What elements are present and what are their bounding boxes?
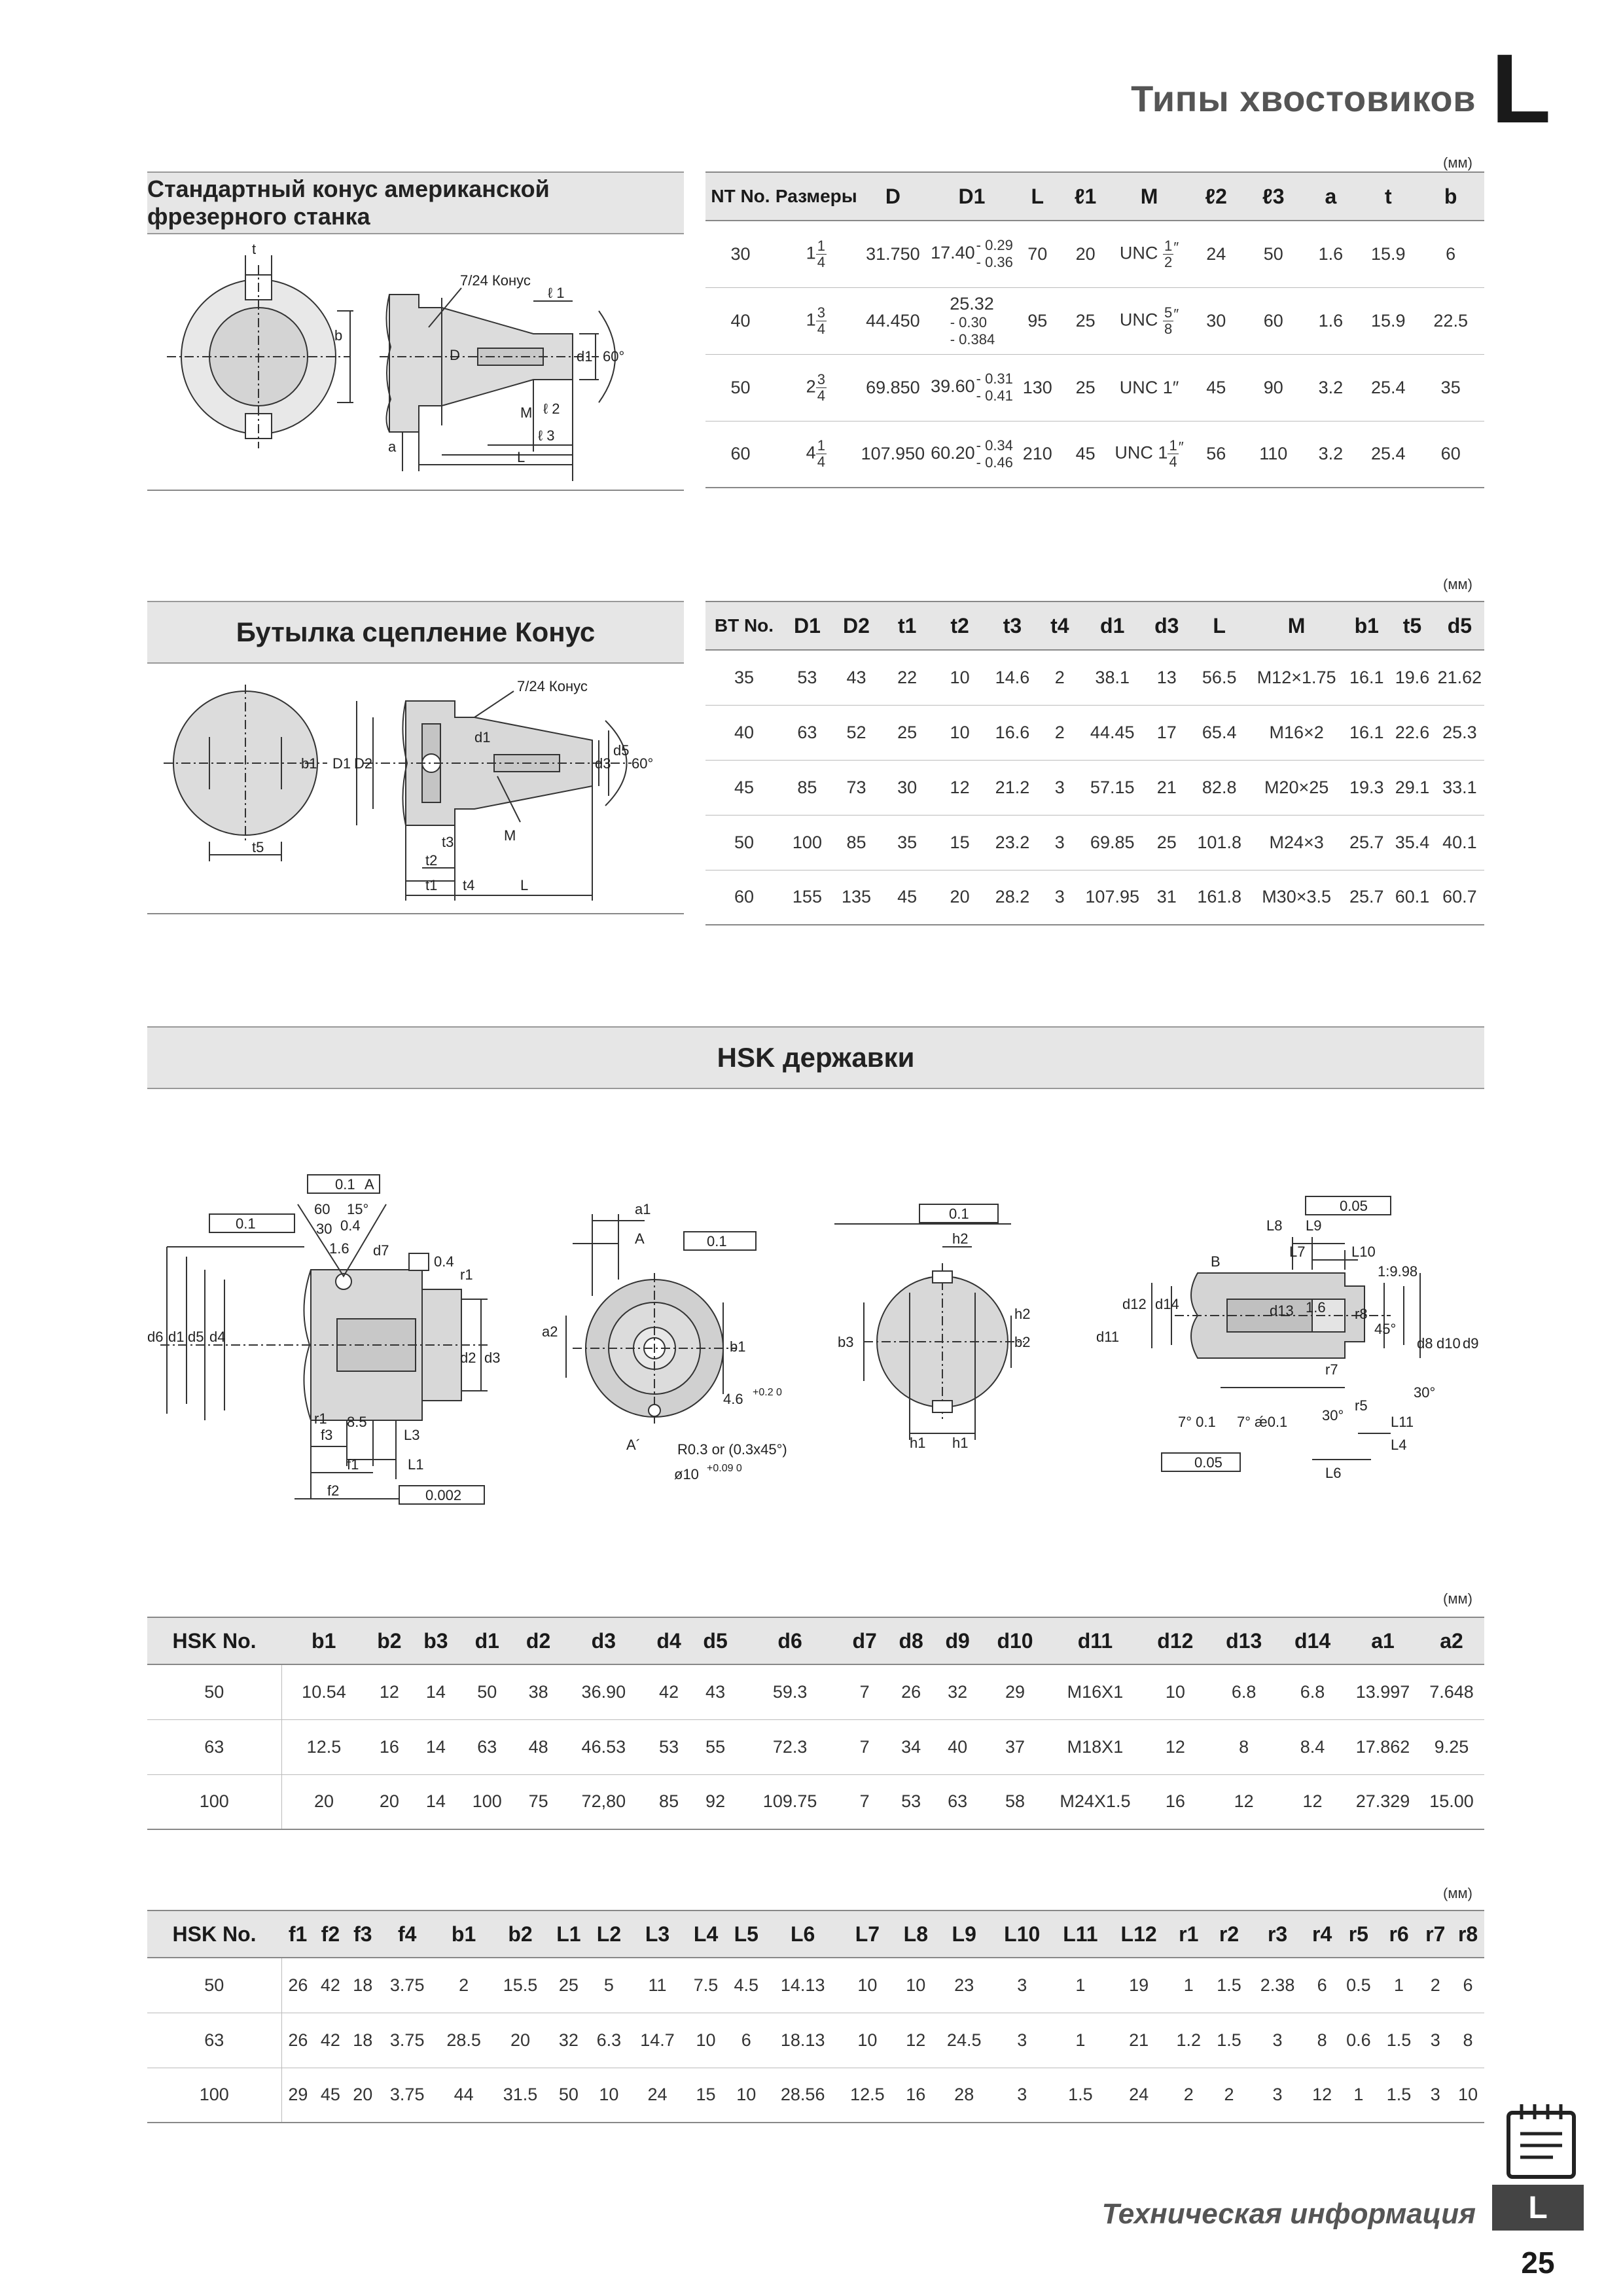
table-row: 100 29 45 20 3.75 44 31.5 50 10 24 15 10 28.56 12.5 16 28 3 1.5 24 2 2 3 12 1 1.5 3 10 [147, 2068, 1484, 2123]
hsk-label-B: B [1211, 1253, 1221, 1270]
hsk1-th-no: HSK No. [147, 1617, 281, 1664]
hsk-label-L7: L7 [1289, 1244, 1306, 1260]
bt-label-t1: t1 [425, 877, 438, 893]
nt-th-b: b [1417, 172, 1484, 221]
bt-label-d5: d5 [613, 742, 630, 759]
hsk-label-L4: L4 [1391, 1437, 1407, 1453]
hsk-label-r8: r8 [1355, 1306, 1368, 1322]
hsk-label-L1: L1 [408, 1456, 424, 1473]
table-row: 60 155 135 45 20 28.2 3 107.95 31 161.8 M30×3.5 25.7 60.1 60.7 [705, 870, 1484, 925]
nt-label-l3: ℓ 3 [538, 427, 555, 444]
hsk-label-d9: d9 [1463, 1335, 1479, 1352]
bt-table [705, 601, 1484, 925]
hsk-label-d13: d13 [1270, 1302, 1294, 1319]
hsk-label-60: 60 [314, 1201, 330, 1217]
hsk-label-L3: L3 [404, 1427, 420, 1443]
bt-label-D2: D2 [354, 755, 373, 772]
hsk-label-b2: b2 [1014, 1334, 1031, 1350]
hsk-table-2: HSK No. f1 f2 f3 f4 b1 b2 L1 L2 L3 L4 L5 L6 L7 L8 L9 L10 L11 L12 r1 r2 r3 r4 r5 r6 r7 r8 50 26 42 18 3.75 2 15.5 25 5 11 7.5 4.5 14.13 10 10 23 3 1 19 1 1.5 2.38 6 0.5 1 2 6 63 26 42 18 3.75 28.5 20 32 6.3 14.7 10 6 18.13 10 12 24.5 3 1 21 1.2 1.5 3 8 0.6 1.5 3 8 100 29 45 20 3.75 44 31.5 50 10 24 15 10 28.56 12.5 16 28 3 1.5 24 2 2 3 12 1 1.5 3 10 [147, 1910, 1484, 2123]
hsk-label-sym1: 0.1 [707, 1233, 727, 1249]
bt-label-L: L [520, 877, 529, 893]
table-row: 63 26 42 18 3.75 28.5 20 32 6.3 14.7 10 6 18.13 10 12 24.5 3 1 21 1.2 1.5 3 8 0.6 1.5 3 8 [147, 2013, 1484, 2068]
hsk-unit-1: (мм) [1443, 1590, 1472, 1607]
bt-th-t3: t3 [986, 601, 1039, 650]
hsk-label-h1: h1 [910, 1435, 926, 1451]
hsk-label-d11: d11 [1096, 1329, 1120, 1345]
bt-label-D1: D1 [332, 755, 351, 772]
hsk-label-L6: L6 [1325, 1465, 1342, 1481]
hsk-label-L8: L8 [1266, 1217, 1283, 1234]
bt-diagram-rule [147, 913, 684, 914]
table-row: 100 20 20 14 100 75 72,80 85 92 109.75 7 53 63 58 M24X1.5 16 12 12 27.329 15.00 [147, 1774, 1484, 1829]
hsk-label-datum-a: A [365, 1176, 374, 1193]
hsk-label-r03: R0.3 or (0.3x45°) [677, 1441, 787, 1458]
hsk-table-1: HSK No. b1 b2 b3 d1 d2 d3 d4 d5 d6 d7 d8 d9 d10 d11 d12 d13 d14 a1 a2 50 10.54 12 14 50 38 36.90 42 43 59.3 7 26 32 29 M16X1 10 6.8 6.8 13.997 7.648 63 12.5 16 14 63 48 46.53 53 55 72.3 7 34 40 37 M18X1 12 8 8.4 17.862 9.25 100 20 20 14 100 75 72,80 85 92 109.75 7 53 63 58 M24X1.5 16 12 12 27.329 15.00 [147, 1617, 1484, 1830]
notebook-icon [1502, 2101, 1580, 2179]
table-row: 50 2 $\frac{3}{4}$ 69.850 39.60 - 0.31 - 0.41 130 25 UNC 1″ 45 90 3.2 25.4 35 [705, 354, 1484, 421]
hsk-label-h2b: h2 [1014, 1306, 1031, 1322]
hsk-label-d10b: d10 [1436, 1335, 1461, 1352]
nt-caption: Стандартный конус американской фрезерного станка [147, 171, 684, 234]
nt-th-t: t [1359, 172, 1417, 221]
hsk-label-tol3: 0.05 [1340, 1198, 1368, 1214]
hsk-label-30: 30 [316, 1221, 332, 1237]
bt-th-D1: D1 [783, 601, 832, 650]
nt-label-L: L [517, 449, 526, 465]
hsk-label-f3: f3 [321, 1427, 333, 1443]
hsk-label-ratio: 1:9.98 [1378, 1263, 1418, 1280]
table-row: 30 1 $\frac{1}{4}$ 31.750 17.40 - 0.29 - 0.36 70 20 UNC $\frac{1}{2}$ ″ 24 50 1.6 15.9 6 [705, 221, 1484, 287]
hsk-label-d12: d12 [1122, 1296, 1147, 1312]
hsk-label-f1: f1 [347, 1456, 359, 1473]
hsk-label-r1b: r1 [314, 1410, 327, 1427]
hsk-label-45: 45° [1374, 1321, 1397, 1337]
bt-th-d1: d1 [1080, 601, 1143, 650]
hsk-label-d6: d6 [147, 1329, 164, 1345]
table-row: 50 26 42 18 3.75 2 15.5 25 5 11 7.5 4.5 14.13 10 10 23 3 1 19 1 1.5 2.38 6 0.5 1 2 6 [147, 1958, 1484, 2013]
nt-th-no: NT No. [705, 172, 776, 221]
footer-section-title: Техническая информация [1101, 2198, 1476, 2230]
nt-label-taper: 7/24 Конус [460, 272, 531, 289]
hsk2-th-no: HSK No. [147, 1910, 281, 1958]
bt-label-M: M [504, 827, 516, 844]
page-title: Типы хвостовиков [1131, 78, 1476, 119]
hsk-label-d8: d8 [1417, 1335, 1433, 1352]
nt-th-a: a [1302, 172, 1360, 221]
bt-th-b1: b1 [1344, 601, 1389, 650]
hsk-label-r1: r1 [460, 1266, 473, 1283]
hsk-label-46s: +0.2 0 [753, 1387, 782, 1398]
table-row: 40 1 $\frac{3}{4}$ 44.450 25.32 - 0.30 - 0.384 95 25 UNC $\frac{5}{8}$ ″ 30 60 1.6 15.9 22.5 [705, 287, 1484, 354]
hsk-label-30b: 30° [1414, 1384, 1436, 1401]
nt-label-a: a [388, 439, 397, 455]
nt-label-l2: ℓ 2 [543, 401, 560, 417]
hsk-label-sym2: 0.1 [949, 1206, 969, 1222]
hsk-label-d2: d2 [460, 1350, 476, 1366]
hsk-label-A: A [635, 1230, 645, 1247]
nt-label-d1: d1 [577, 348, 593, 365]
nt-label-D: D [450, 347, 460, 363]
hsk-label-b1: b1 [730, 1338, 746, 1355]
hsk-diagram [147, 1152, 1484, 1532]
bt-label-t4: t4 [463, 877, 475, 893]
nt-th-l3: ℓ3 [1245, 172, 1302, 221]
hsk-label-30c: 30° [1322, 1407, 1344, 1424]
nt-label-angle: 60° [603, 348, 625, 365]
nt-label-t: t [252, 241, 257, 257]
bt-th-M: M [1249, 601, 1344, 650]
hsk-label-aprime: A´ [626, 1437, 641, 1453]
hsk-label-b3: b3 [838, 1334, 854, 1350]
bt-th-t5: t5 [1389, 601, 1435, 650]
bt-label-d1: d1 [474, 729, 491, 745]
hsk-label-d10s: +0.09 0 [707, 1463, 742, 1474]
bt-th-d3: d3 [1144, 601, 1190, 650]
footer-section-tab: L [1492, 2185, 1584, 2231]
nt-table [705, 171, 1484, 488]
hsk-label-a2: a2 [542, 1323, 558, 1340]
hsk-label-46: 4.6 [723, 1391, 743, 1407]
hsk-label-d5: d5 [188, 1329, 204, 1345]
table-row: 40 63 52 25 10 16.6 2 44.45 17 65.4 M16×2 16.1 22.6 25.3 [705, 705, 1484, 760]
nt-unit: (мм) [1443, 154, 1472, 171]
bt-th-t1: t1 [881, 601, 933, 650]
hsk-label-tol1: 0.1 [335, 1176, 355, 1193]
bt-th-t2: t2 [933, 601, 986, 650]
hsk-label-16: 1.6 [329, 1240, 349, 1257]
nt-label-M: M [520, 404, 533, 421]
bt-th-L: L [1190, 601, 1249, 650]
hsk-label-f3b: 8.5 [347, 1414, 367, 1430]
table-row: 50 100 85 35 15 23.2 3 69.85 25 101.8 M24×3 25.7 35.4 40.1 [705, 815, 1484, 870]
hsk-label-a1: a1 [635, 1201, 651, 1217]
hsk-label-L10: L10 [1351, 1244, 1376, 1260]
hsk-label-tol2: 0.002 [425, 1487, 462, 1503]
nt-th-D: D [857, 172, 929, 221]
bt-label-t5: t5 [252, 839, 264, 855]
hsk-label-d4: d4 [209, 1329, 226, 1345]
table-row: 50 10.54 12 14 50 38 36.90 42 43 59.3 7 26 32 29 M16X1 10 6.8 6.8 13.997 7.648 [147, 1664, 1484, 1719]
hsk-caption: HSK державки [147, 1026, 1484, 1089]
bt-caption: Бутылка сцепление Конус [147, 601, 684, 664]
bt-label-b1: b1 [301, 755, 317, 772]
hsk-label-a04: 0.4 [434, 1253, 454, 1270]
hsk-label-7b: 7° ǽ0.1 [1237, 1414, 1288, 1430]
bt-label-angle: 60° [632, 755, 654, 772]
nt-th-l2: ℓ2 [1188, 172, 1245, 221]
bt-label-t2: t2 [425, 852, 438, 869]
hsk-label-d14: d14 [1155, 1296, 1179, 1312]
hsk-unit-2: (мм) [1443, 1885, 1472, 1901]
nt-label-b: b [334, 327, 343, 344]
hsk-label-d1: d1 [168, 1329, 185, 1345]
table-row: 45 85 73 30 12 21.2 3 57.15 21 82.8 M20×25 19.3 29.1 33.1 [705, 760, 1484, 815]
hsk-label-7a: 7° 0.1 [1178, 1414, 1216, 1430]
hsk-label-r5: r5 [1355, 1397, 1368, 1414]
nt-diagram [147, 236, 684, 491]
hsk-label-r7: r7 [1325, 1361, 1338, 1378]
hsk-label-tol-01: 0.1 [236, 1215, 256, 1232]
bt-th-no: BT No. [705, 601, 783, 650]
bt-label-taper: 7/24 Конус [517, 678, 588, 694]
bt-unit: (мм) [1443, 576, 1472, 592]
bt-th-t4: t4 [1039, 601, 1080, 650]
bt-diagram [147, 665, 684, 914]
bt-label-d3: d3 [595, 755, 611, 772]
nt-th-M: M [1111, 172, 1188, 221]
page-number: 25 [1521, 2246, 1555, 2280]
hsk-label-f2: f2 [327, 1482, 340, 1499]
bt-label-t3: t3 [442, 834, 454, 850]
hsk-label-d7: d7 [373, 1242, 389, 1259]
hsk-label-04: 0.4 [340, 1217, 361, 1234]
hsk-label-h2: h2 [952, 1230, 969, 1247]
hsk-label-d10: ø10 [674, 1466, 699, 1482]
nt-th-D1: D1 [929, 172, 1015, 221]
hsk-label-L11: L11 [1391, 1414, 1414, 1430]
hsk-label-L9: L9 [1306, 1217, 1322, 1234]
nt-label-l1: ℓ 1 [548, 285, 565, 301]
section-letter: L [1491, 33, 1551, 143]
table-row: 60 4 $\frac{1}{4}$ 107.950 60.20 - 0.34 - 0.46 210 45 UNC 1 $\frac{1}{4}$ ″ 56 110 3.2 25.4 60 [705, 421, 1484, 488]
table-row: 63 12.5 16 14 63 48 46.53 53 55 72.3 7 34 40 37 M18X1 12 8 8.4 17.862 9.25 [147, 1719, 1484, 1774]
hsk-label-16b: 1.6 [1306, 1299, 1326, 1316]
bt-th-d5: d5 [1435, 601, 1484, 650]
nt-th-size: Размеры [776, 172, 857, 221]
nt-diagram-rule [147, 490, 684, 491]
nt-th-l1: ℓ1 [1060, 172, 1111, 221]
nt-th-L: L [1015, 172, 1060, 221]
hsk-label-15: 15° [347, 1201, 369, 1217]
hsk-label-tol4: 0.05 [1194, 1454, 1222, 1471]
hsk-label-h1b: h1 [952, 1435, 969, 1451]
table-row: 35 53 43 22 10 14.6 2 38.1 13 56.5 M12×1.75 16.1 19.6 21.62 [705, 650, 1484, 705]
bt-th-D2: D2 [832, 601, 881, 650]
hsk-label-d3: d3 [484, 1350, 501, 1366]
